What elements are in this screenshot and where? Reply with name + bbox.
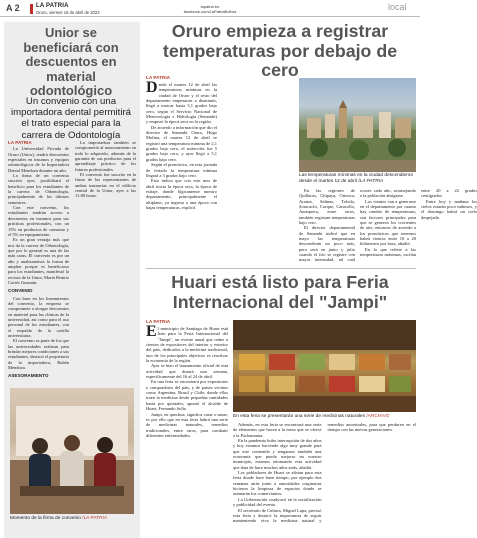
paragraph: Los pobladores de Huari se alistan para esta feria donde hace buen tiempo, por ejemplo dos semanas atrás junto a autoridades originarias hicieron la limpieza de espacios donde se asentarán los comerciantes. [233,470,322,497]
caption-text: Las temperaturas mínimas en la ciudad descendieron desde el martes 12 de abril [299,173,414,184]
paragraph: La Gobernación coadyuvó en la socialización y publicidad del evento. [233,496,322,508]
left-story-headline: Unior se beneficiará con descuentos en material odontológico [23,25,119,98]
paragraph: Entre hoy y mañana los cielos estarán poco nubosos, y el domingo habrá un cielo despejado. [421,198,477,220]
paragraph: Esto indica que con este mes de abril inicia la época seca, la época de estiaje, donde lógicamente nuestro departamento, principalmente el altiplano, ya ingresa a una época con bajas temperaturas, explicó. [146,178,217,210]
paragraph: De acuerdo a información que dio el director de Senamhi Oruro, Hugo Molina, el martes 12 de abril se registró una temperatura mínima de 2,1 grados bajo cero, el miércoles fue 5 grados bajo cero, y ayer llegó a 5,1 grados bajo cero. [146,124,217,162]
top-story-body-continued [299,188,477,264]
header-links [150,4,270,14]
left-story-subhead: Un convenio con una importadora dental permitirá el trato especial para la carrera de Odontología [11,96,131,141]
paragraph: La firma de un convenio suscrito ayer, posibilitará el beneficio para los estudiantes de la carrera de Odontología, principalmente de los últimos semestres. [8,173,69,205]
bottom-story-byline: LA PATRIA [146,319,171,324]
left-story-byline: LA PATRIA [8,140,32,145]
top-story-body [146,79,294,264]
top-story-byline: LA PATRIA [146,75,171,80]
newspaper-logo: LA PATRIA [36,3,69,9]
social-link: facebook.com/LaPatriaBolivia [183,9,237,14]
caption-text: Momento de la firma de convenio [10,516,81,521]
market-stall-scene [233,320,416,412]
paragraph: En las regiones de Quillacas, Chipaya, Orinoca, Aroma, Salinas, Toledo, Soracachi, Corque, Caracollo, Antequera, entre otros, también registran temperaturas bajo cero. [299,188,355,226]
photo-credit: /ARCHIVO [366,414,390,419]
top-photo-caption [299,173,416,184]
paragraph: El secretario de Cultura, Miguel Lupa, precisó esta feria y destacó la importancia de seguir manteniendo viva la medicina natural y remedios ancestrales, para que perduren en el tiempo con las nuevas generaciones. [233,422,416,524]
photo-credit: /LA PATRIA [358,178,384,184]
paragraph: El municipio de Santiago de Huari está listo para la Feria Internacional del "Jampi", un evento anual que reúne a cientos de expositores del interior y exterior del país, dedicados a la medicina tradicional, uno de los principales objetivos es reactivar la economía de la región. [146,323,228,364]
paragraph: La Universidad Privada de Oruro (Unior), tendrá descuentos especiales en insumos y equipos odontológicos de la Importadora Dental Mendoza durante un año. [8,146,69,173]
subheading: ASESORAMIENTO [8,373,49,379]
paragraph: El convenio es parte de los que las universidades realizan para brindar mejores condiciones a sus estudiantes, destacó el propietario de la importadora, Rubén Mendoza. [8,338,69,371]
paragraph: Los vientos van a generarse en el departamento por cuanto hay cambio de temperaturas, son factores principales para que se generen los corrientes de aire, entonces de acuerdo a los pronósticos que tenemos habrá vientos entre 10 a 20 kilómetros por hora, añadió. [360,198,416,247]
paragraph: En la pandemia hubo interrupción de dos años y hoy estamos haciendo algo muy grande para que este contenido y tengamos también una economía que pueda mejorar en nuestro municipio, estamos retomando esta actividad que data de hace muchos años atrás, añadió. [233,438,322,470]
caption-text: En esta feria se presentarán una serie de medicinas naturales [233,414,365,419]
city-scene [299,78,416,172]
people-silhouettes [10,388,134,514]
signing-photo [10,388,134,514]
page-number: A 2 [6,3,20,13]
paragraph: En lo que refiere a las temperaturas máximas, oscilan entre 20 a 22 grados centígrados. [360,188,477,258]
paragraph: Es un gran ventaja más que nos da la carrera de Odontología, que por lo general es una de las más caras. El convenio es por un año y analizaremos la forma de ampliar porque es beneficioso para los estudiantes, manifestó la rectora de la Unior, María Beatriz Cortés Guzmán. [8,237,69,285]
paragraph: En una feria se encontrará por expositores y compradores del país, y de países vecinos como Argentina, Brasil y Chile, donde ellos traen la medicina desde pequeñas cantidades hasta por quintales, apuntó el alcalde de Huari, Fernando Solíz. [146,379,228,412]
bottom-story-body [146,323,228,534]
paragraph: Ayer se hizo el lanzamiento oficial de esta actividad que durará una semana, específicamente del 16 al 24 de abril. [146,363,228,380]
paragraph: Con este convenio, los estudiantes tendrán acceso a descuentos en insumos para sus prácticas profesionales, con un 15% en productos de consumo y el 5% en equipamiento. [8,205,69,237]
paragraph: La importadora también se comprometió al asesoramiento en todo lo adquirido, además de la garantía de sus productos para el aprendizaje práctico de los futuros profesionales. [75,140,136,172]
paragraph: Según el pronóstico, en esta jornada de feriado la temperatura mínima llegará a 3 grados bajo cero. [146,162,217,178]
paragraph: El director departamental de Senamhi indicó que en mayo las temperaturas descenderán un poco más, pero será en junio y julio cuando el frío se registre con mayor intensidad, tal cual ocurre cada año, aconsejando a la población abrigarse. [299,188,416,263]
subheading: CONVENIO [8,288,33,294]
paragraph: Desde el martes 12 de abril las temperaturas mínimas en la ciudad de Oruro y el resto del departamento empezaron a disminuir, llegó a marcar hasta 5,1 grados bajo cero, según el Servicio Nacional de Meteorología e Hidrología (Senamhi) y empezó la época seca en la región. [146,79,217,125]
top-story-headline: Oruro empieza a registrar temperaturas por debajo de cero [162,21,398,80]
paragraph: Con base en los lineamientos del convenio, la empresa se compromete a otorgar descuentos en material para las clínicas de la universidad, así como para el uso personal de los estudiantes, con el respaldo de la cartilla universitaria. [8,295,69,339]
paragraph: Además, en esta feria se encontrará una serie de elementos que hacen a la mesa que se ofrece a la Pachamama. [233,422,322,438]
left-photo-caption [10,516,138,521]
bottom-photo-caption [233,414,416,419]
bottom-story-headline: Huari está listo para Feria Internacional del "Jampi" [171,272,389,312]
story-divider [146,268,416,269]
paragraph: Jampi, en quechua, significa curar o sanar, es por ello que en esta feria habrá una serie de medicinas naturales, remedios tradicionales, entre otros, para combatir diferentes enfermedades. [146,411,228,438]
left-story-body [8,140,136,384]
header-accent-bar [30,4,33,14]
bottom-story-body-continued [233,422,416,534]
photo-credit: /LA PATRIA [82,516,108,521]
city-panorama-photo [299,78,416,172]
market-photo [233,320,416,412]
paragraph: El convenio fue suscrito en la firma de las representantes de ambas instancias en el edificio central de la Unior, ayer a las 11:00 horas. [75,172,136,199]
issue-date: Oruro, viernes 15 de abril de 2022 [36,10,100,15]
site-link: lapatria.bo [200,4,220,9]
section-label: local [388,2,407,12]
header-divider [0,16,420,17]
